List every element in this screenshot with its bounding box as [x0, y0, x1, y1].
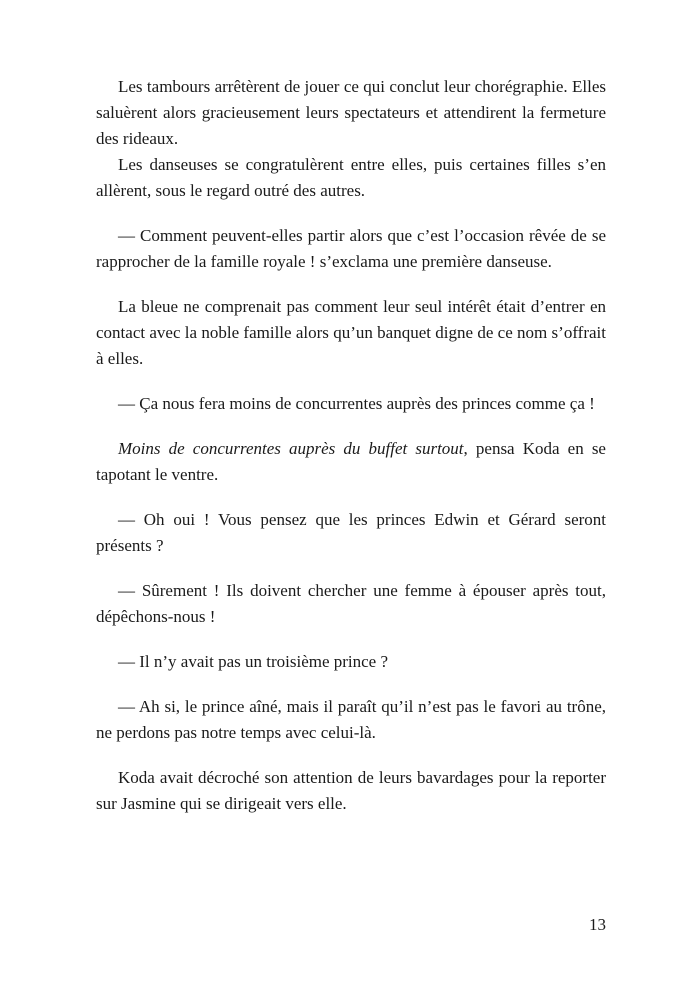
page-number: 13: [589, 915, 606, 934]
paragraph-6-thought: [96, 436, 606, 488]
paragraph-11: Koda avait décroché son attention de leurs bavardages pour la reporter sur Jasmine qui se dirigeait vers elle.: [96, 768, 606, 813]
paragraph-3-dialogue: — Comment peuvent-elles partir alors que c’est l’occasion rêvée de se rapprocher de la famille royale ! s’exclama une première danseuse.: [96, 226, 606, 271]
paragraph-4: La bleue ne comprenait pas comment leur seul intérêt était d’entrer en contact avec la noble famille alors qu’un banquet digne de ce nom s’offrait à elles.: [96, 297, 606, 368]
paragraph-5-dialogue: — Ça nous fera moins de concurrentes auprès des princes comme ça !: [118, 394, 595, 413]
paragraph-9-dialogue: — Il n’y avait pas un troisième prince ?: [118, 652, 389, 671]
thought-italic: Moins de concurrentes auprès du buffet surtout: [118, 439, 464, 458]
page-body: [96, 74, 606, 817]
paragraph-10-dialogue: — Ah si, le prince aîné, mais il paraît qu’il n’est pas le favori au trône, ne perdons pas notre temps avec celui-là.: [96, 697, 606, 742]
paragraph-2: Les danseuses se congratulèrent entre elles, puis certaines filles s’en allèrent, sous le regard outré des autres.: [96, 155, 606, 200]
paragraph-7-dialogue: — Oh oui ! Vous pensez que les princes Edwin et Gérard seront présents ?: [96, 510, 606, 555]
thought-rest: , pensa Koda en se tapotant le ventre.: [96, 439, 606, 484]
paragraph-8-dialogue: — Sûrement ! Ils doivent chercher une femme à épouser après tout, dépêchons-nous !: [96, 581, 606, 626]
paragraph-1: Les tambours arrêtèrent de jouer ce qui conclut leur chorégraphie. Elles saluèrent alors gracieusement leurs spectateurs et attendirent la fermeture des rideaux.: [96, 77, 606, 148]
